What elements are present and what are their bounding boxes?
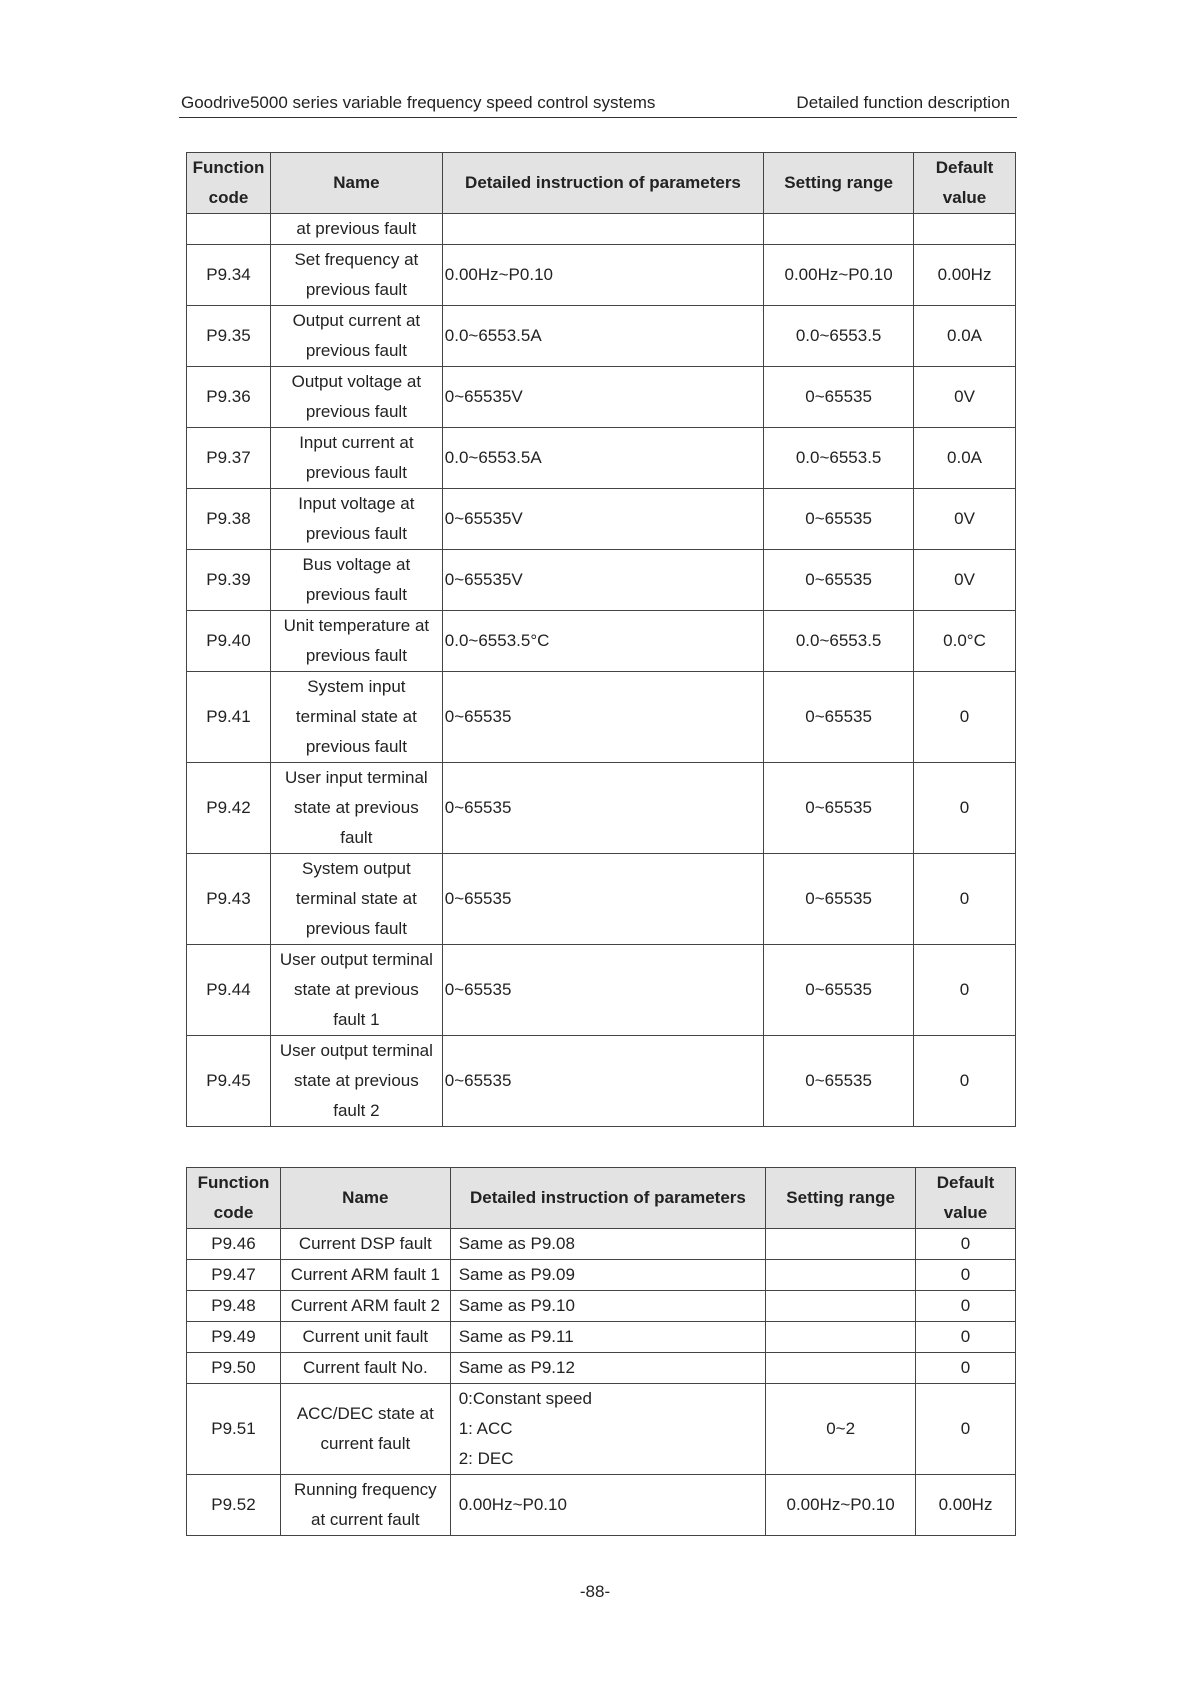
instruction-cell (450, 1229, 765, 1260)
code-cell: P9.37 (187, 428, 271, 489)
cell-line: Same as P9.12 (458, 1358, 575, 1377)
cell-line: 2: DEC (458, 1449, 514, 1468)
table-row (187, 1475, 1016, 1536)
cell-line: Same as P9.10 (458, 1296, 575, 1315)
default-cell: 0 (914, 763, 1016, 854)
cell-line: fault 2 (333, 1101, 380, 1120)
name-cell (280, 1322, 450, 1353)
instruction-cell: 0~65535 (442, 672, 763, 763)
name-cell (270, 428, 442, 489)
instruction-cell (450, 1291, 765, 1322)
default-cell: 0.0°C (914, 611, 1016, 672)
name-cell (270, 672, 442, 763)
cell-line: state at previous (294, 980, 419, 999)
cell-line: previous fault (305, 341, 407, 360)
code-cell: P9.52 (187, 1475, 281, 1536)
name-cell (270, 367, 442, 428)
table-row (187, 1353, 1016, 1384)
range-cell (766, 1322, 916, 1353)
cell-line: Current unit fault (302, 1327, 429, 1346)
table-header-row (187, 153, 1016, 214)
cell-line: state at previous (294, 798, 419, 817)
name-cell (270, 854, 442, 945)
default-cell: 0 (916, 1322, 1016, 1353)
instruction-cell: 0~65535 (442, 854, 763, 945)
cell-line: terminal state at (295, 889, 417, 908)
cell-line: System output (302, 859, 411, 878)
default-cell: 0.0A (914, 306, 1016, 367)
table-row-continued (187, 214, 1016, 245)
cell-line: Output voltage at (291, 372, 422, 391)
code-cell: P9.42 (187, 763, 271, 854)
cell-line: Current ARM fault 1 (290, 1265, 440, 1284)
cell-line: Running frequency (293, 1480, 437, 1499)
range-cell: 0~65535 (764, 945, 914, 1036)
name-cell (280, 1384, 450, 1475)
name-cell (270, 1036, 442, 1127)
code-cell: P9.48 (187, 1291, 281, 1322)
code-cell: P9.49 (187, 1322, 281, 1353)
cell-line: state at previous (294, 1071, 419, 1090)
code-cell: P9.45 (187, 1036, 271, 1127)
cell-line: previous fault (305, 402, 407, 421)
table-row (187, 550, 1016, 611)
code-cell: P9.34 (187, 245, 271, 306)
range-cell: 0~65535 (764, 1036, 914, 1127)
table-header-row (187, 1168, 1016, 1229)
table-row (187, 1384, 1016, 1475)
header-setting-range: Setting range (764, 153, 914, 214)
cell-line: User output terminal (279, 950, 433, 969)
cell-line: Bus voltage at (302, 555, 411, 574)
table-row (187, 672, 1016, 763)
default-cell: 0.00Hz (916, 1475, 1016, 1536)
cell-line: 0.00Hz~P0.10 (458, 1495, 567, 1514)
name-cell: at previous fault (270, 214, 442, 245)
name-cell (280, 1475, 450, 1536)
table-row (187, 1322, 1016, 1353)
name-cell (270, 550, 442, 611)
cell-line: previous fault (305, 280, 407, 299)
range-cell (766, 1260, 916, 1291)
cell-line: Input current at (299, 433, 414, 452)
cell-line: User output terminal (279, 1041, 433, 1060)
table-row (187, 611, 1016, 672)
instruction-cell (450, 1475, 765, 1536)
code-cell: P9.47 (187, 1260, 281, 1291)
range-cell: 0.0~6553.5 (764, 611, 914, 672)
cell-line: ACC/DEC state at (296, 1404, 434, 1423)
name-cell (270, 306, 442, 367)
name-cell (270, 245, 442, 306)
default-cell: 0.0A (914, 428, 1016, 489)
cell-line: Unit temperature at (283, 616, 430, 635)
instruction-cell: 0.00Hz~P0.10 (442, 245, 763, 306)
table-row (187, 1229, 1016, 1260)
instruction-cell: 0~65535 (442, 945, 763, 1036)
cell-line: System input (307, 677, 406, 696)
default-cell: 0 (916, 1229, 1016, 1260)
name-cell (270, 763, 442, 854)
default-cell: 0 (914, 854, 1016, 945)
range-cell (764, 214, 914, 245)
name-cell (280, 1229, 450, 1260)
range-cell (766, 1229, 916, 1260)
header-default-value: Default value (916, 1168, 1016, 1229)
table-row (187, 306, 1016, 367)
cell-line: Set frequency at (294, 250, 419, 269)
code-cell: P9.43 (187, 854, 271, 945)
cell-line: 0:Constant speed (458, 1389, 592, 1408)
range-cell: 0~65535 (764, 550, 914, 611)
instruction-cell (442, 214, 763, 245)
default-cell: 0 (914, 945, 1016, 1036)
cell-line: fault 1 (333, 1010, 380, 1029)
cell-line: fault (340, 828, 373, 847)
instruction-cell: 0.0~6553.5A (442, 306, 763, 367)
code-cell: P9.41 (187, 672, 271, 763)
cell-line: previous fault (305, 737, 407, 756)
code-cell (187, 214, 271, 245)
range-cell: 0~65535 (764, 763, 914, 854)
name-cell (280, 1291, 450, 1322)
table-row (187, 945, 1016, 1036)
page-number: -88- (579, 1582, 611, 1601)
range-cell: 0.0~6553.5 (764, 306, 914, 367)
table-row (187, 1291, 1016, 1322)
name-cell (270, 945, 442, 1036)
code-cell: P9.38 (187, 489, 271, 550)
table-row (187, 854, 1016, 945)
table-row (187, 763, 1016, 854)
range-cell (766, 1353, 916, 1384)
name-cell (280, 1260, 450, 1291)
header-instruction: Detailed instruction of parameters (442, 153, 763, 214)
default-cell: 0 (916, 1384, 1016, 1475)
cell-line: previous fault (305, 463, 407, 482)
cell-line: Current fault No. (302, 1358, 428, 1377)
instruction-cell: 0.0~6553.5°C (442, 611, 763, 672)
code-cell: P9.50 (187, 1353, 281, 1384)
name-cell (270, 611, 442, 672)
cell-line: Input voltage at (298, 494, 415, 513)
table-row (187, 1036, 1016, 1127)
header-instruction: Detailed instruction of parameters (450, 1168, 765, 1229)
range-cell: 0~65535 (764, 489, 914, 550)
cell-line: Same as P9.09 (458, 1265, 575, 1284)
default-cell: 0 (916, 1291, 1016, 1322)
instruction-cell: 0~65535V (442, 489, 763, 550)
cell-line: 1: ACC (458, 1419, 513, 1438)
table-row (187, 245, 1016, 306)
range-cell: 0~65535 (764, 367, 914, 428)
cell-line: Same as P9.11 (458, 1327, 574, 1346)
code-cell: P9.40 (187, 611, 271, 672)
header-default-value: Default value (914, 153, 1016, 214)
name-cell (280, 1353, 450, 1384)
table-row (187, 367, 1016, 428)
header-name: Name (280, 1168, 450, 1229)
header-function-code: Function code (187, 1168, 281, 1229)
cell-line: User input terminal (285, 768, 428, 787)
header-function-code: Function code (187, 153, 271, 214)
table-row (187, 1260, 1016, 1291)
default-cell: 0 (914, 1036, 1016, 1127)
cell-line: Current DSP fault (298, 1234, 432, 1253)
code-cell: P9.51 (187, 1384, 281, 1475)
parameter-table-1 (186, 152, 1016, 1127)
cell-line: Same as P9.08 (458, 1234, 575, 1253)
table-row (187, 428, 1016, 489)
cell-line: at current fault (310, 1510, 420, 1529)
default-cell: 0V (914, 367, 1016, 428)
instruction-cell (450, 1322, 765, 1353)
instruction-cell: 0~65535V (442, 550, 763, 611)
default-cell: 0V (914, 489, 1016, 550)
cell-line: Output current at (292, 311, 421, 330)
default-cell (914, 214, 1016, 245)
range-cell: 0~2 (766, 1384, 916, 1475)
code-cell: P9.39 (187, 550, 271, 611)
header-section: Detailed function description (796, 93, 1010, 112)
code-cell: P9.44 (187, 945, 271, 1036)
range-cell: 0~65535 (764, 854, 914, 945)
instruction-cell (450, 1260, 765, 1291)
instruction-cell: 0~65535 (442, 1036, 763, 1127)
default-cell: 0 (916, 1353, 1016, 1384)
cell-line: Current ARM fault 2 (290, 1296, 440, 1315)
instruction-cell: 0~65535 (442, 763, 763, 854)
cell-line: previous fault (305, 585, 407, 604)
cell-line: previous fault (305, 524, 407, 543)
header-title: Goodrive5000 series variable frequency speed control systems (181, 93, 656, 112)
header-name: Name (270, 153, 442, 214)
code-cell: P9.46 (187, 1229, 281, 1260)
name-cell (270, 489, 442, 550)
default-cell: 0 (916, 1260, 1016, 1291)
range-cell (766, 1291, 916, 1322)
cell-line: current fault (320, 1434, 411, 1453)
instruction-cell (450, 1353, 765, 1384)
range-cell: 0~65535 (764, 672, 914, 763)
table-row (187, 489, 1016, 550)
page-header (179, 93, 1017, 118)
default-cell: 0.00Hz (914, 245, 1016, 306)
cell-line: terminal state at (295, 707, 417, 726)
default-cell: 0 (914, 672, 1016, 763)
instruction-cell (450, 1384, 765, 1475)
code-cell: P9.35 (187, 306, 271, 367)
range-cell: 0.0~6553.5 (764, 428, 914, 489)
default-cell: 0V (914, 550, 1016, 611)
instruction-cell: 0~65535V (442, 367, 763, 428)
header-setting-range: Setting range (766, 1168, 916, 1229)
cell-line: previous fault (305, 646, 407, 665)
range-cell: 0.00Hz~P0.10 (766, 1475, 916, 1536)
instruction-cell: 0.0~6553.5A (442, 428, 763, 489)
code-cell: P9.36 (187, 367, 271, 428)
parameter-table-2 (186, 1167, 1016, 1536)
cell-line: previous fault (305, 919, 407, 938)
range-cell: 0.00Hz~P0.10 (764, 245, 914, 306)
